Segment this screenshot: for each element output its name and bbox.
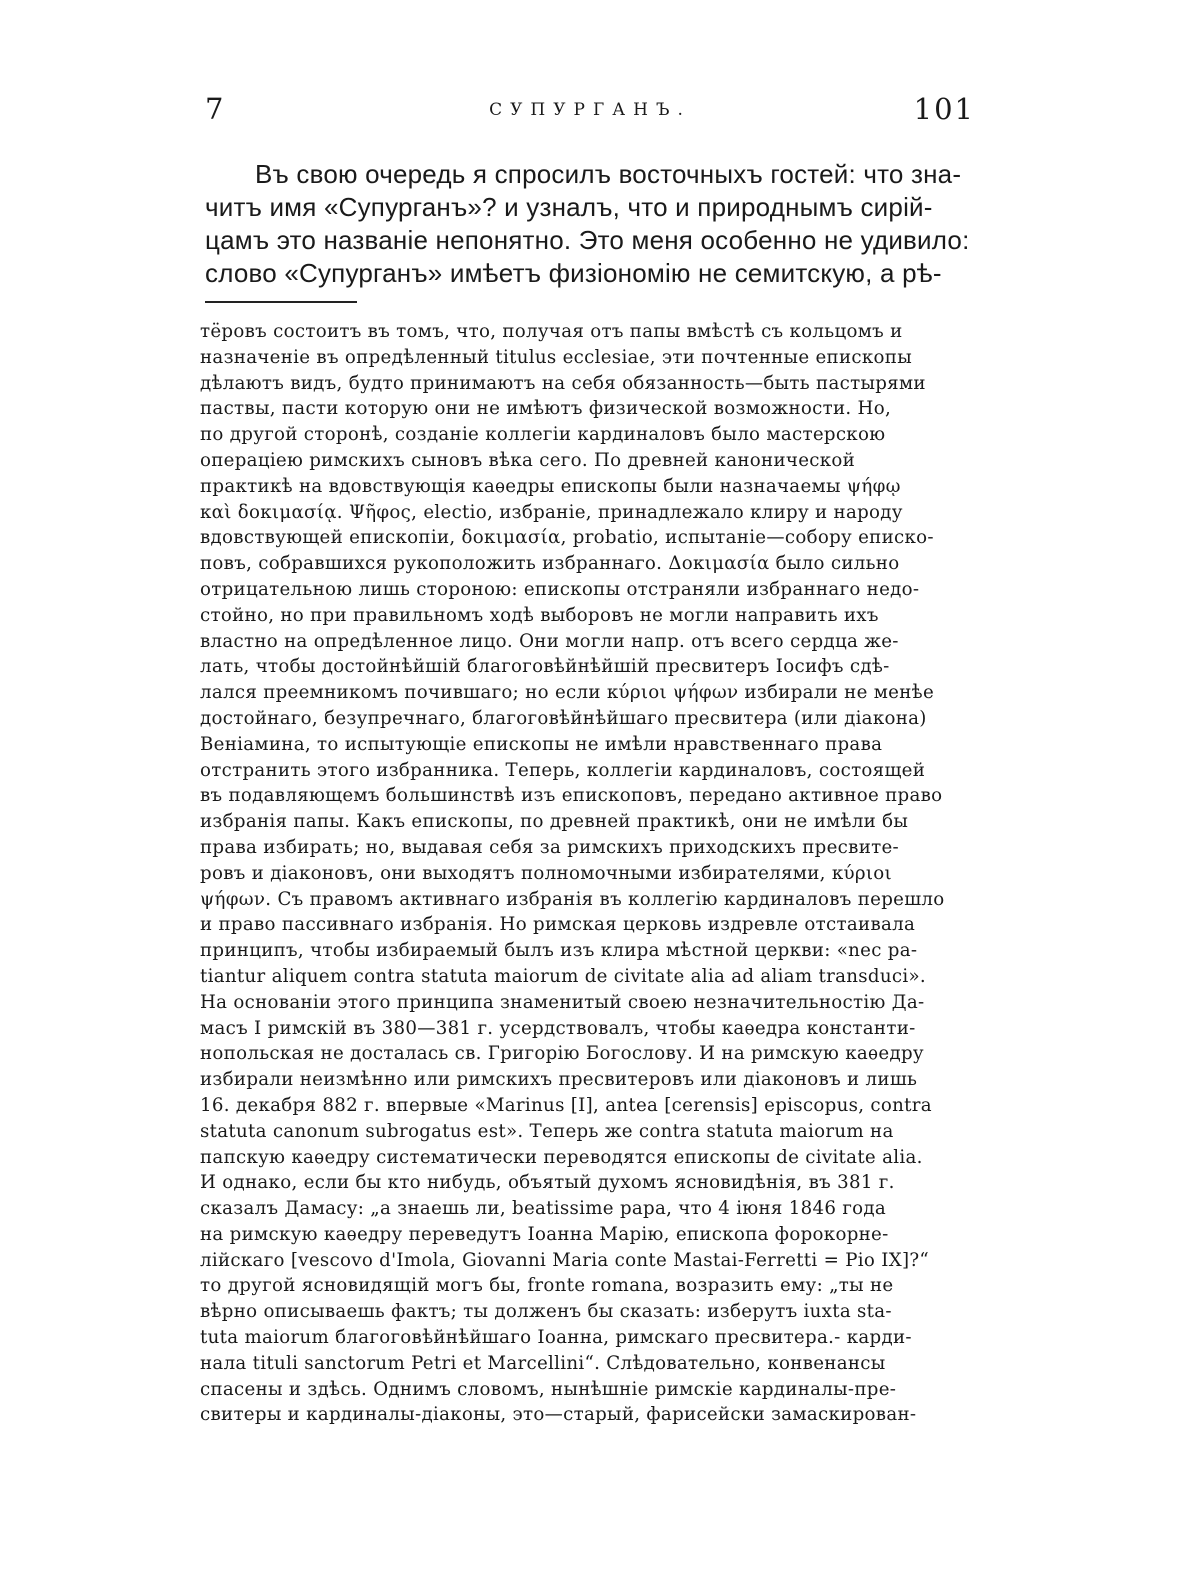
footnote-line: tiantur aliquem contra statuta maiorum de civitate alia ad aliam transduci».	[200, 965, 926, 987]
footnote-line: Веніамина, то испытующіе епископы не имѣли нравственнаго права	[200, 733, 883, 755]
footnote-line: повъ, собравшихся рукоположить избраннаго. Δοκιμασία было сильно	[200, 553, 900, 575]
main-text	[205, 158, 980, 290]
footnote-line: отрицательною лишь стороною: епископы отстраняли избраннаго недо-	[200, 578, 920, 600]
footnote-line: властно на опредѣленное лицо. Они могли напр. отъ всего сердца же-	[200, 630, 899, 652]
footnote-line: спасены и здѣсь. Однимъ словомъ, нынѣшніе римскіе кардиналы-пре-	[200, 1378, 897, 1400]
footnote-line: избранія папы. Какъ епископы, по древней практикѣ, они не имѣли бы	[200, 811, 909, 833]
footnote-line: И однако, если бы кто нибудь, объятый духомъ ясновидѣнія, въ 381 г.	[200, 1172, 895, 1194]
footnote-line: паствы, пасти которую они не имѣютъ физической возможности. Но,	[200, 398, 892, 420]
footnote-line: папскую каѳедру систематически переводятся епископы de civitate alia.	[200, 1146, 923, 1168]
footnote-line: операціею римскихъ сыновъ вѣка сего. По древней канонической	[200, 449, 856, 471]
footnote-line: избирали неизмѣнно или римскихъ пресвитеровъ или діаконовъ и лишь	[200, 1069, 918, 1091]
footnote-line: достойнаго, безупречнаго, благоговѣйнѣйшаго пресвитера (или діакона)	[200, 707, 927, 729]
footnote-line: въ подавляющемъ большинствѣ изъ епископовъ, передано активное право	[200, 785, 943, 807]
footnote-line: тёровъ состоитъ въ томъ, что, получая отъ папы вмѣстѣ съ кольцомъ и	[200, 321, 903, 342]
footnote-line: по другой сторонѣ, созданіе коллегіи кардиналовъ было мастерскою	[200, 424, 886, 446]
footnote-line: принципъ, чтобы избираемый былъ изъ клира мѣстной церкви: «nec pa-	[200, 940, 918, 962]
footnote-line: statuta canonum subrogatus est». Теперь же contra statuta maiorum на	[200, 1120, 894, 1142]
footnote-line: стойно, но при правильномъ ходѣ выборовъ не могли направить ихъ	[200, 604, 879, 626]
page-header	[205, 92, 975, 132]
main-text-line: Въ свою очередь я спросилъ восточныхъ гостей: что зна-	[255, 159, 962, 189]
footnote-line: καὶ δοκιμασίᾳ. Ψῆφος, electio, избраніе, принадлежало клиру и народу	[200, 501, 903, 523]
footnote-line: ровъ и діаконовъ, они выходятъ полномочными избирателями, κύριοι	[200, 862, 892, 884]
footnote-line: вѣрно описываешь фактъ; ты долженъ бы сказать: изберутъ iuxta sta-	[200, 1301, 892, 1323]
footnote-line: На основаніи этого принципа знаменитый своею незначительностію Да-	[200, 991, 925, 1013]
footnote-line: tuta maiorum благоговѣйнѣйшаго Іоанна, римскаго пресвитера.- карди-	[200, 1327, 912, 1349]
footnote-line: масъ I римскій въ 380—381 г. усердствовалъ, чтобы каѳедра константи-	[200, 1017, 916, 1039]
main-text-line: цамъ это названіе непонятно. Это меня особенно не удивило:	[205, 225, 970, 255]
footnote-line: свитеры и кардиналы-діаконы, это—старый, фарисейски замаскирован-	[200, 1404, 917, 1426]
footnote-line: права избирать; но, выдавая себя за римскихъ приходскихъ пресвите-	[200, 836, 899, 858]
signature-mark: 7	[205, 92, 224, 126]
footnote-line: и право пассивнаго избранія. Но римская церковь издревле отстаивала	[200, 914, 916, 936]
footnote-separator	[205, 301, 357, 303]
page-number: 101	[913, 92, 975, 126]
footnote-line: 16. декабря 882 г. впервые «Marinus [I], antea [cerensis] episcopus, contra	[200, 1094, 932, 1116]
running-title: СУПУРГАНЪ.	[489, 100, 691, 120]
footnote-line: ψήφων. Съ правомъ активнаго избранія въ коллегію кардиналовъ перешло	[200, 888, 945, 910]
footnote-line: сказалъ Дамасу: „а знаешь ли, beatissime papa, что 4 іюня 1846 года	[200, 1198, 887, 1220]
footnote-line: лался преемникомъ почившаго; но если κύριοι ψήφων избирали не менѣе	[200, 682, 935, 704]
footnote-line: дѣлаютъ видъ, будто принимаютъ на себя обязанность—быть пастырями	[200, 372, 926, 394]
footnote-line: лійскаго [vescovo d'Imola, Giovanni Maria conte Mastai-Ferretti = Pio IX]?“	[200, 1249, 929, 1271]
footnote-line: нопольская не досталась св. Григорію Богослову. И на римскую каѳедру	[200, 1043, 924, 1065]
footnote-line: то другой ясновидящій могъ бы, fronte romana, возразить ему: „ты не	[200, 1275, 894, 1297]
footnote-line: отстранить этого избранника. Теперь, коллегіи кардиналовъ, состоящей	[200, 759, 926, 781]
footnote-line: нала tituli sanctorum Petri et Marcellini“. Слѣдовательно, конвенансы	[200, 1352, 886, 1374]
footnote-line: практикѣ на вдовствующія каѳедры епископы были назначаемы ψήφῳ	[200, 475, 901, 497]
footnote-line: вдовствующей епископіи, δοκιμασία, probatio, испытаніе—собору еписко-	[200, 527, 934, 549]
footnote-line: на римскую каѳедру переведутъ Іоанна Марію, епископа форокорне-	[200, 1223, 889, 1245]
main-text-line: слово «Супурганъ» имѣетъ физіономію не семитскую, а рѣ-	[205, 258, 942, 288]
footnote-line: лать, чтобы достойнѣйшій благоговѣйнѣйшій пресвитеръ Іосифъ сдѣ-	[200, 656, 890, 678]
main-text-line: читъ имя «Супурганъ»? и узналъ, что и природнымъ сирій-	[205, 192, 933, 222]
footnote	[200, 319, 978, 1428]
footnote-line: назначеніе въ опредѣленный titulus ecclesiae, эти почтенные епископы	[200, 346, 912, 368]
